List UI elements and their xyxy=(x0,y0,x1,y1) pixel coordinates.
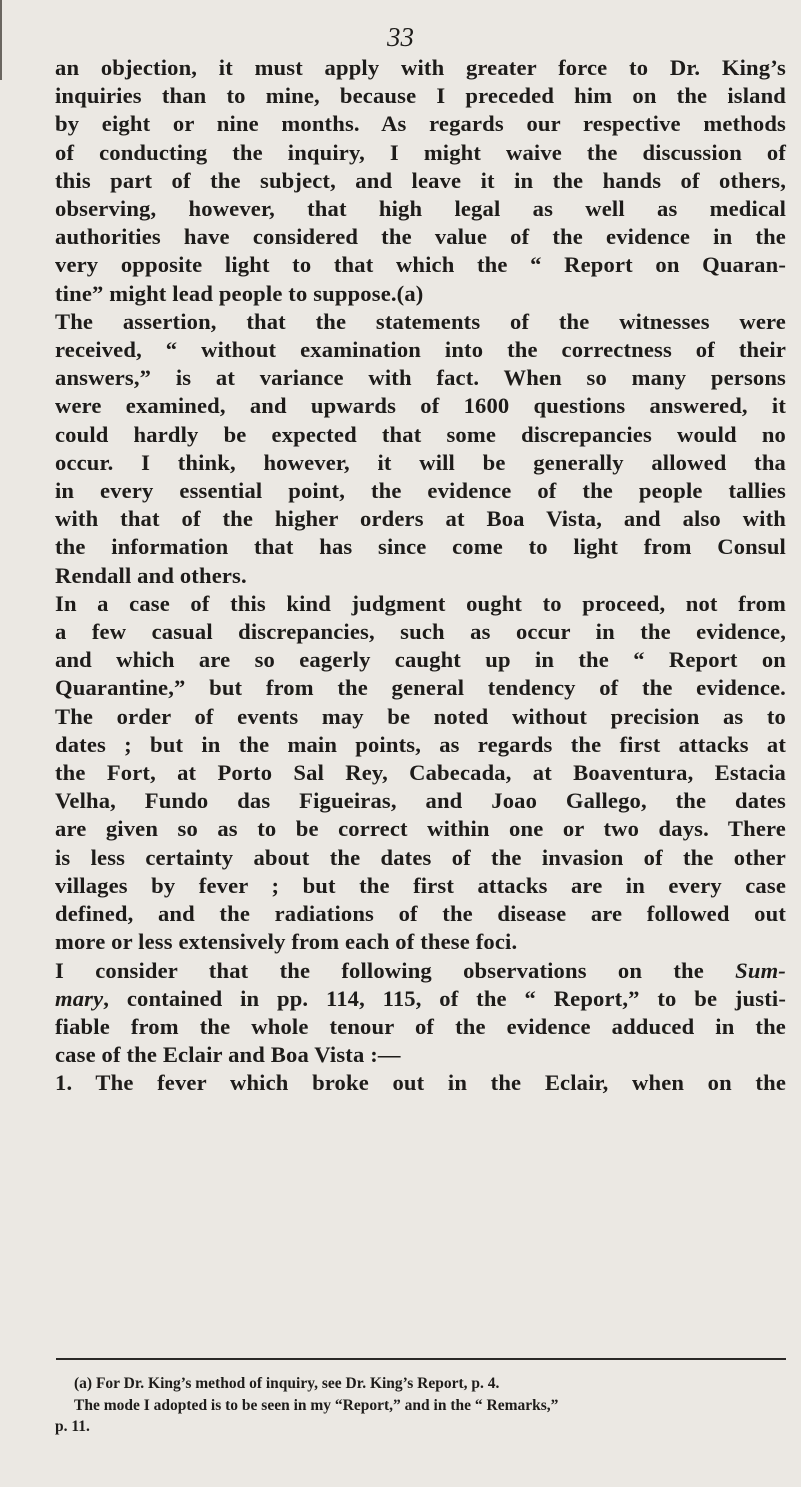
body-line: dates ; but in the main points, as regards the first attacks at xyxy=(55,731,786,757)
footnote-line: p. 11. xyxy=(55,1418,90,1435)
body-line-with-italic xyxy=(55,957,786,985)
body-line-text: I consider that the following observations on the xyxy=(55,957,704,983)
body-line: the Fort, at Porto Sal Rey, Cabecada, at Boaventura, Estacia xyxy=(55,760,786,786)
body-line: this part of the subject, and leave it in the hands of others, xyxy=(55,167,786,193)
body-line: 1. The fever which broke out in the Eclair, when on the xyxy=(55,1070,786,1096)
body-line: are given so as to be correct within one or two days. There xyxy=(55,816,786,842)
body-line-with-italic xyxy=(55,985,786,1013)
footnote xyxy=(55,1373,786,1438)
body-line: villages by fever ; but the first attacks are in every case xyxy=(55,872,786,898)
italic-word: Sum- xyxy=(735,957,786,983)
body-line: received, “ without examination into the correctness of their xyxy=(55,337,786,363)
italic-word: mary xyxy=(55,985,104,1011)
body-line: tine” might lead people to suppose.(a) xyxy=(55,280,424,306)
body-text xyxy=(55,54,786,1098)
body-line: is less certainty about the dates of the invasion of the other xyxy=(55,844,786,870)
body-line: very opposite light to that which the “ Report on Quaran- xyxy=(55,252,786,278)
body-line: and which are so eagerly caught up in the “ Report on xyxy=(55,647,786,673)
body-line: the information that has since come to light from Consul xyxy=(55,534,786,560)
body-line: more or less extensively from each of these foci. xyxy=(55,929,518,955)
body-line: authorities have considered the value of the evidence in the xyxy=(55,224,786,250)
body-line: The order of events may be noted without precision as to xyxy=(55,703,786,729)
body-line: inquiries than to mine, because I preceded him on the island xyxy=(55,83,786,109)
body-line: Velha, Fundo das Figueiras, and Joao Gallego, the dates xyxy=(55,788,786,814)
footnote-line: The mode I adopted is to be seen in my “Report,” and in the “ Remarks,” xyxy=(74,1396,559,1414)
page-number: 33 xyxy=(387,22,414,52)
body-line: could hardly be expected that some discrepancies would no xyxy=(55,421,786,447)
body-line: occur. I think, however, it will be generally allowed tha xyxy=(55,449,786,475)
body-line: case of the Eclair and Boa Vista :— xyxy=(55,1042,401,1068)
footnote-line: (a) For Dr. King’s method of inquiry, see Dr. King’s Report, p. 4. xyxy=(74,1375,500,1392)
body-line: of conducting the inquiry, I might waive the discussion of xyxy=(55,139,786,165)
body-line: were examined, and upwards of 1600 questions answered, it xyxy=(55,393,786,419)
body-line: defined, and the radiations of the disease are followed out xyxy=(55,901,786,927)
body-line: fiable from the whole tenour of the evidence adduced in the xyxy=(55,1013,786,1039)
body-line: observing, however, that high legal as well as medical xyxy=(55,196,786,222)
body-line: an objection, it must apply with greater force to Dr. King’s xyxy=(55,55,786,80)
body-line: answers,” is at variance with fact. When so many persons xyxy=(55,365,786,391)
body-line: a few casual discrepancies, such as occur in the evidence, xyxy=(55,619,786,645)
body-line: Quarantine,” but from the general tendency of the evidence. xyxy=(55,675,786,701)
body-line-text: , contained in pp. 114, 115, of the “ Report,” to be justi- xyxy=(103,985,786,1011)
footnote-rule xyxy=(56,1358,786,1360)
body-line: The assertion, that the statements of the witnesses were xyxy=(55,308,786,334)
body-line: In a case of this kind judgment ought to proceed, not from xyxy=(55,590,786,616)
body-line: with that of the higher orders at Boa Vista, and also with xyxy=(55,506,786,532)
body-line: in every essential point, the evidence of the people tallies xyxy=(55,478,786,504)
body-line: Rendall and others. xyxy=(55,562,247,588)
body-line: by eight or nine months. As regards our respective methods xyxy=(55,111,786,137)
